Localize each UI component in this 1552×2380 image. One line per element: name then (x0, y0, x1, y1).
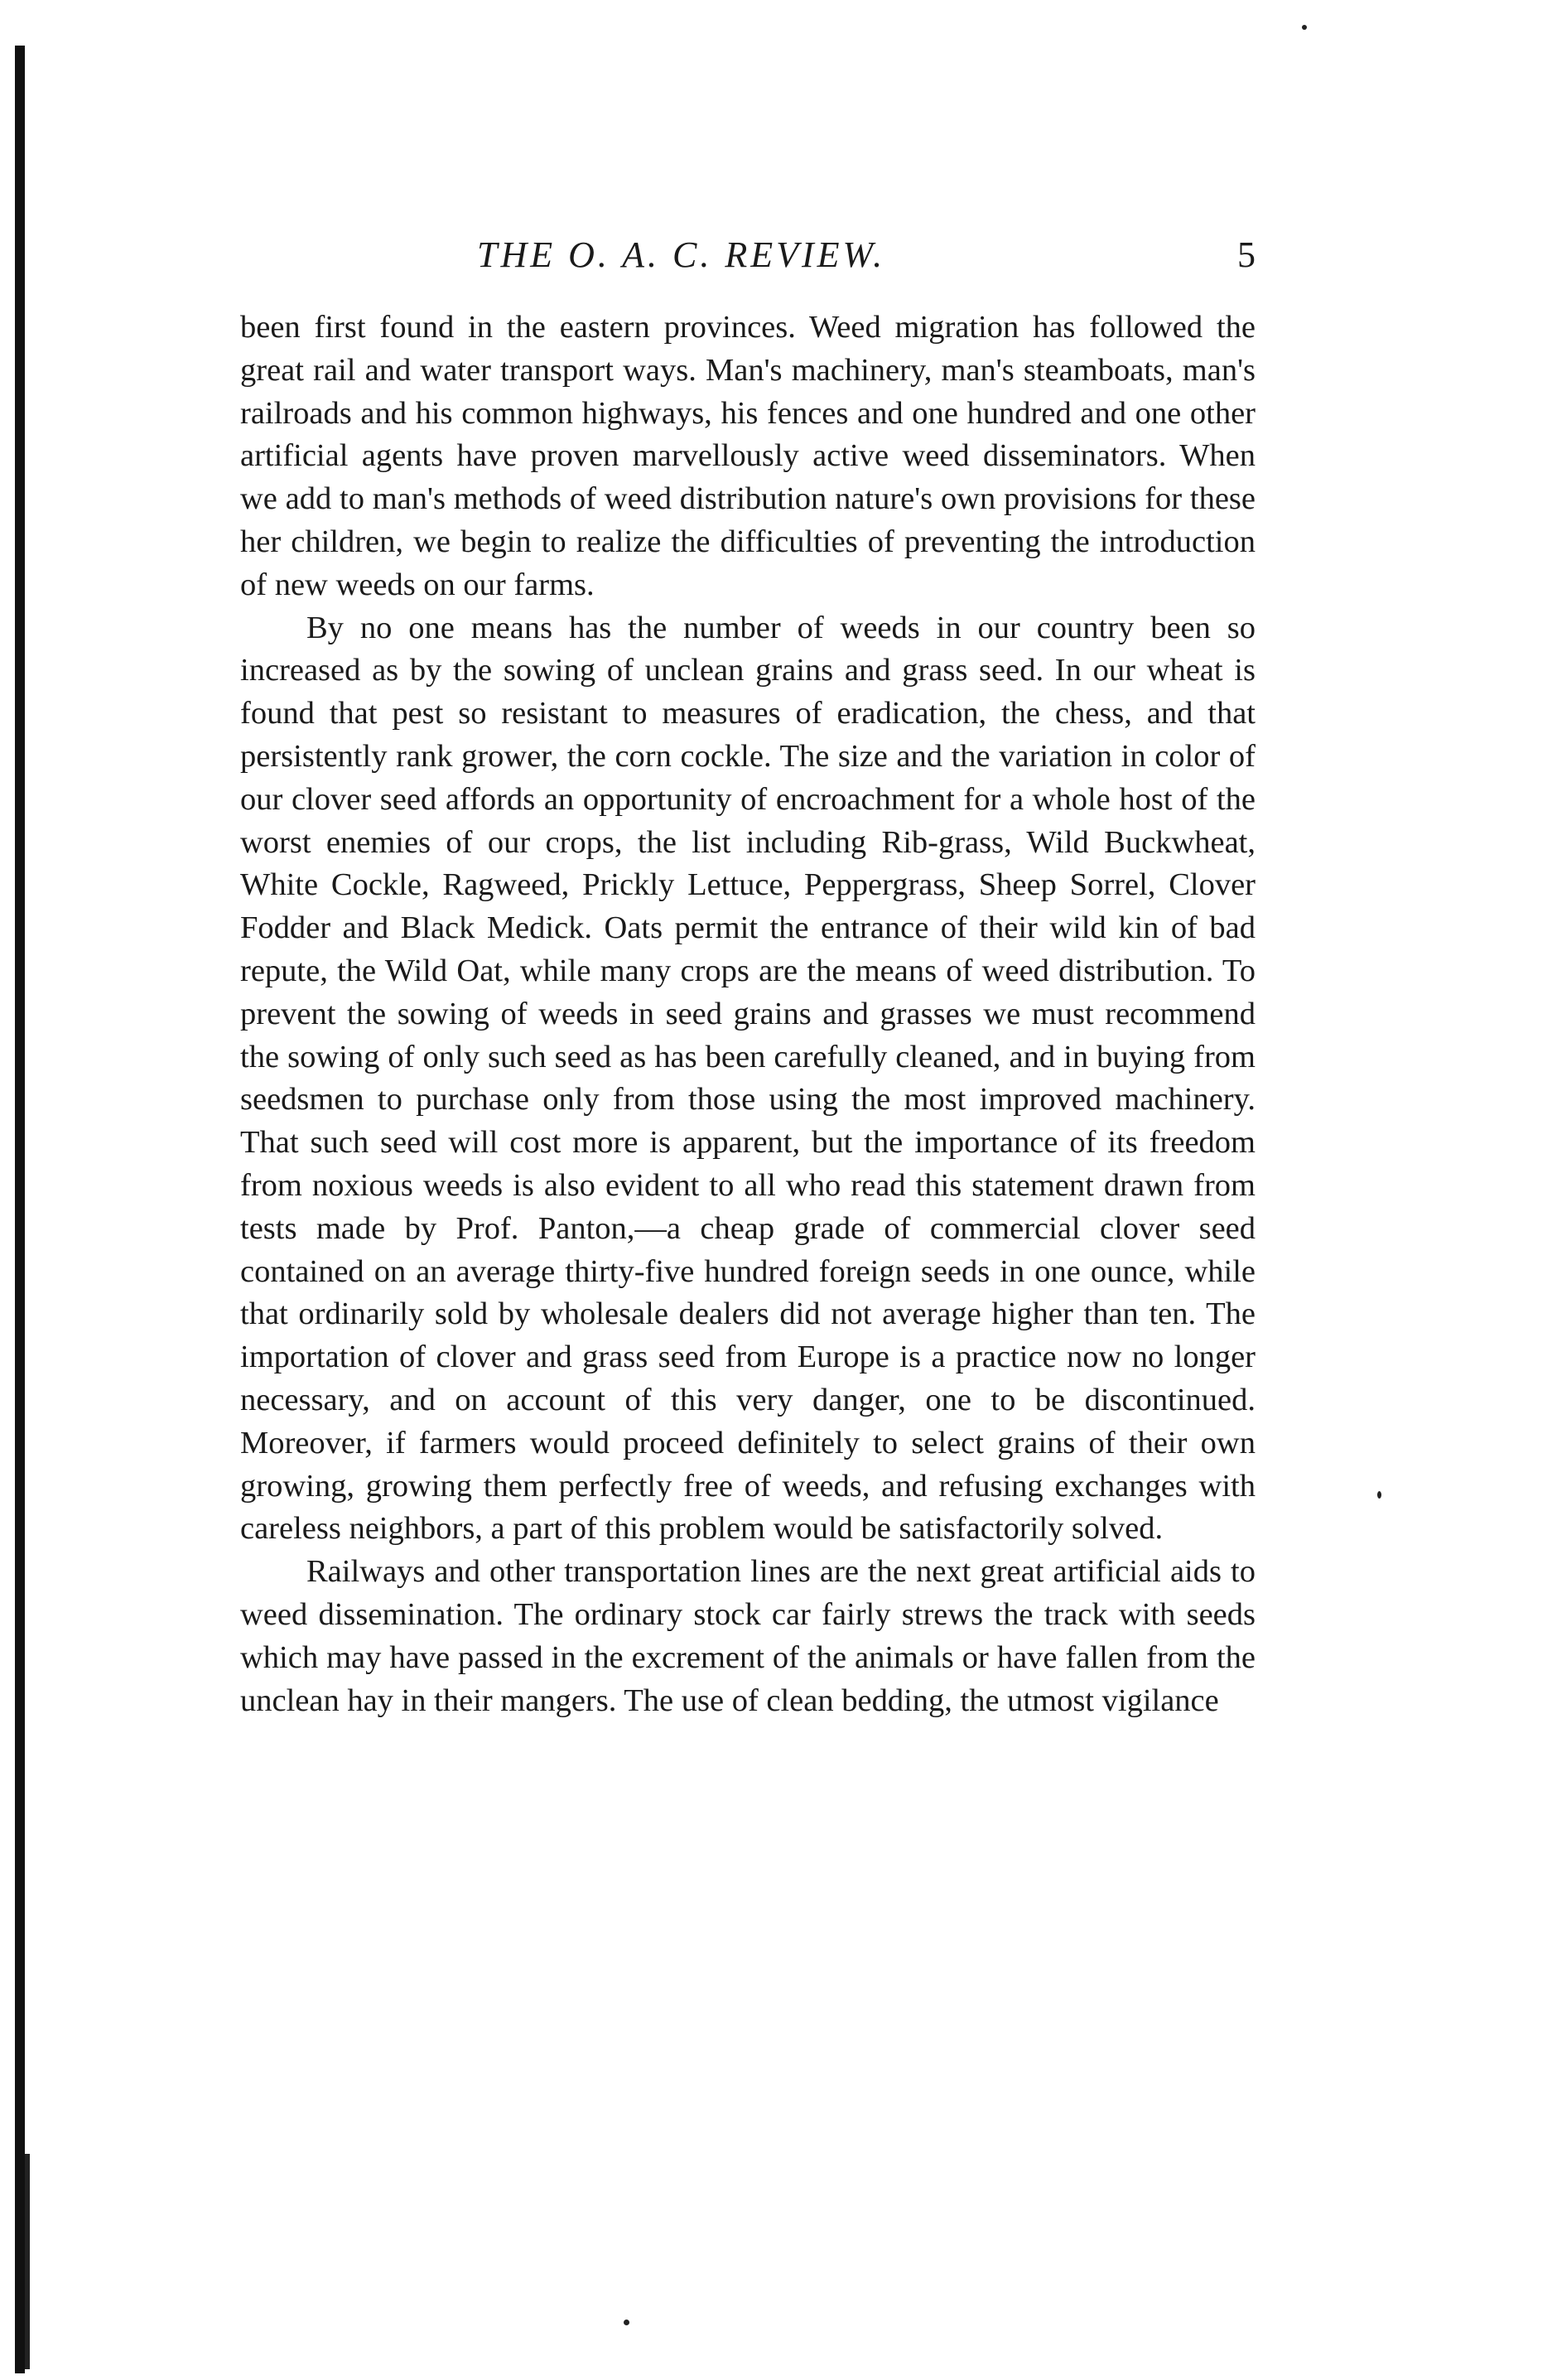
paragraph: By no one means has the number of weeds in our country been so increased as by the sowing of unclean grains and grass seed. In our wheat is found that pest so resistant to measures of eradication, the chess, and that persistently rank grower, the corn cockle. The size and the variation in color of our clover seed affords an opportunity of encroachment for a whole host of the worst enemies of our crops, the list including Rib-grass, Wild Buckwheat, White Cockle, Ragweed, Prickly Lettuce, Peppergrass, Sheep Sorrel, Clover Fodder and Black Medick. Oats permit the entrance of their wild kin of bad repute, the Wild Oat, while many crops are the means of weed distribution. To prevent the sowing of weeds in seed grains and grasses we must recommend the sowing of only such seed as has been carefully cleaned, and in buying from seedsmen to purchase only from those using the most improved machinery. That such seed will cost more is apparent, but the importance of its freedom from noxious weeds is also evident to all who read this statement drawn from tests made by Prof. Panton,—a cheap grade of commercial clover seed contained on an average thirty-five hundred foreign seeds in one ounce, while that ordinarily sold by wholesale dealers did not average higher than ten. The importation of clover and grass seed from Europe is a practice now no longer necessary, and on account of this very danger, one to be discontinued. Moreover, if farmers would proceed definitely to select grains of their own growing, growing them perfectly free of weeds, and refusing exchanges with careless neighbors, a part of this problem would be satisfactorily solved. (240, 610, 1256, 1547)
paragraph: been first found in the eastern provinces. Weed migration has followed the great rail and water transport ways. Man's machinery, man's steamboats, man's railroads and his common highways, his fences and one hundred and one other artificial agents have proven marvellously active weed disseminators. When we add to man's methods of weed distribution nature's own provisions for these her children, we begin to realize the difficulties of preventing the introduction of new weeds on our farms. (240, 310, 1256, 602)
scan-speck (624, 2320, 629, 2325)
running-head (477, 234, 1256, 283)
page-binding-edge (15, 46, 25, 2373)
running-title: THE O. A. C. REVIEW. (477, 234, 886, 275)
page-binding-shadow (25, 2154, 30, 2369)
page-number: 5 (1237, 234, 1256, 275)
scan-speck (1302, 25, 1307, 30)
paragraph: Railways and other transportation lines are the next great artificial aids to weed dissemination. The ordinary stock car fairly strews the track with seeds which may have passed in the excrement of the animals or have fallen from the unclean hay in their mangers. The use of clean bedding, the utmost vigilance (240, 1554, 1256, 1718)
article-body (240, 307, 1256, 1722)
scan-speck (1377, 1491, 1381, 1499)
